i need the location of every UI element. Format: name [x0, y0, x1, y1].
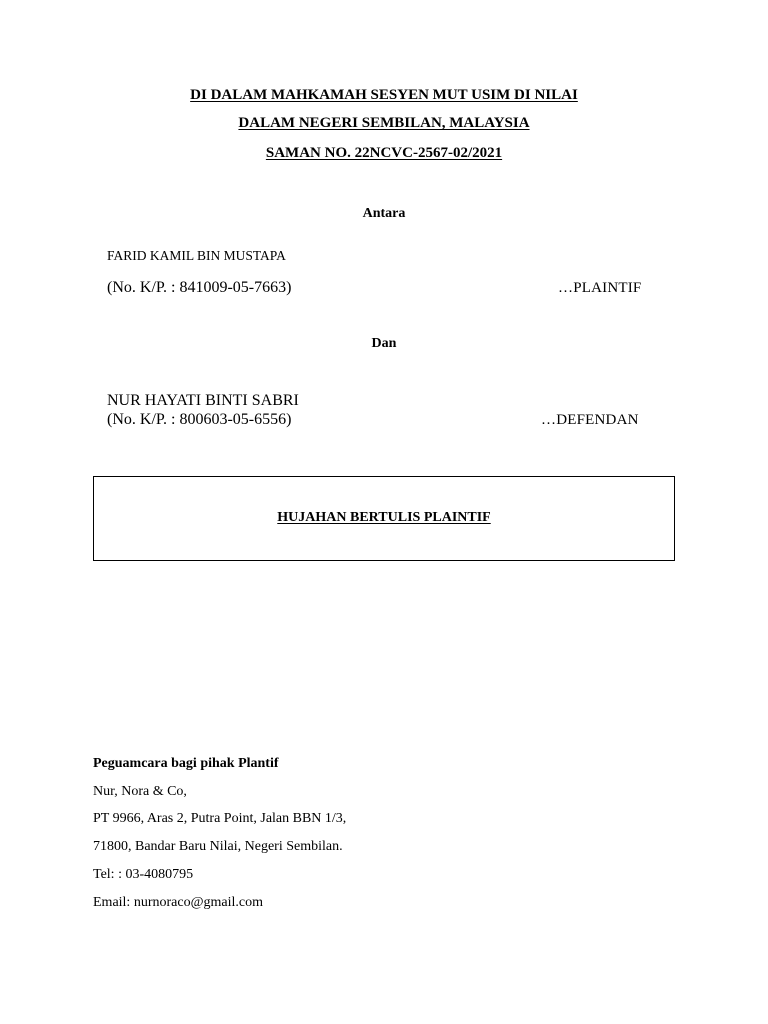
- plaintiff-name: FARID KAMIL BIN MUSTAPA: [107, 248, 286, 263]
- counsel-firm: Nur, Nora & Co,: [93, 784, 187, 799]
- defendant-ic-number: (No. K/P. : 800603-05-6556): [107, 411, 292, 428]
- case-number: SAMAN NO. 22NCVC-2567-02/2021: [265, 145, 503, 161]
- document-title-box: [93, 476, 675, 561]
- counsel-address-line-1: PT 9966, Aras 2, Putra Point, Jalan BBN 1/3,: [93, 811, 347, 826]
- between-label: Antara: [362, 206, 406, 221]
- plaintiff-ic-number: (No. K/P. : 841009-05-7663): [107, 279, 292, 296]
- and-label: Dan: [371, 336, 397, 351]
- court-title-line-2: DALAM NEGERI SEMBILAN, MALAYSIA: [238, 115, 530, 131]
- counsel-telephone: Tel: : 03-4080795: [93, 867, 194, 882]
- counsel-email: Email: nurnoraco@gmail.com: [93, 895, 263, 910]
- document-title: HUJAHAN BERTULIS PLAINTIF: [277, 510, 491, 525]
- defendant-role: …DEFENDAN: [541, 412, 639, 428]
- counsel-heading: Peguamcara bagi pihak Plantif: [93, 756, 279, 771]
- court-title-line-1: DI DALAM MAHKAMAH SESYEN MUT USIM DI NILAI: [190, 87, 578, 103]
- counsel-address-line-2: 71800, Bandar Baru Nilai, Negeri Sembilan.: [93, 839, 343, 854]
- plaintiff-role: …PLAINTIF: [558, 280, 642, 296]
- defendant-name: NUR HAYATI BINTI SABRI: [107, 392, 299, 409]
